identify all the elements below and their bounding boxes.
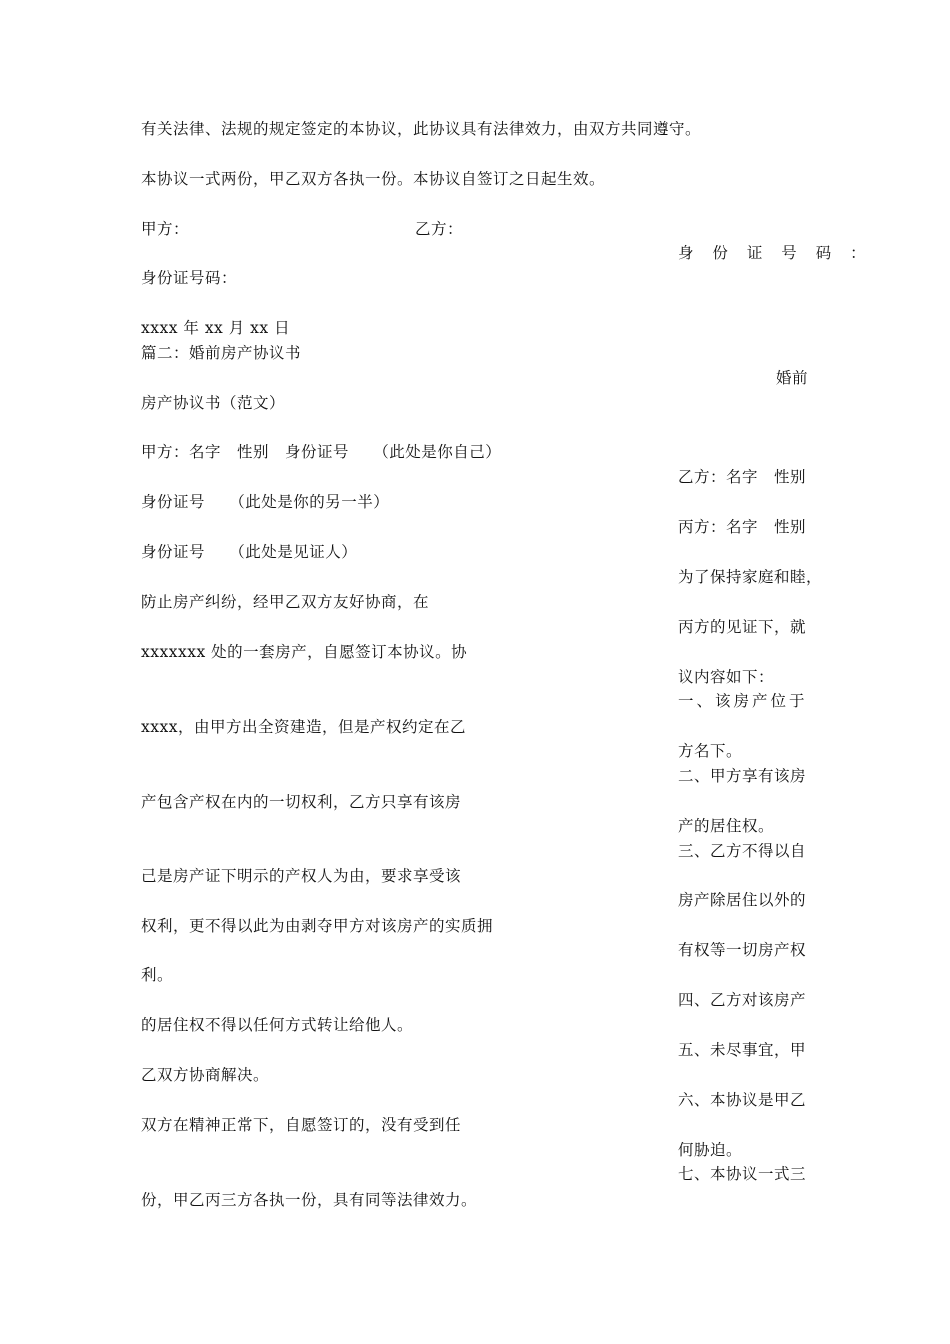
clause-3-line-6: 利。 — [141, 966, 174, 984]
party-b-signature-label: 乙方： — [415, 220, 464, 238]
clause-3-line-1: 三、乙方不得以自 — [678, 842, 807, 860]
id-number-label-right: 身 份 证 号 码 ： — [678, 244, 873, 262]
party-c-info: 丙方：名字 性别 — [678, 518, 807, 536]
clause-3-line-2: 己是房产证下明示的产权人为由，要求享受该 — [141, 867, 462, 885]
title-fragment-right: 婚前 — [776, 369, 809, 387]
clause-5-line-2: 乙双方协商解决。 — [141, 1066, 270, 1084]
date-line: xxxx 年 xx 月 xx 日 — [141, 319, 291, 337]
preamble-line-2: 防止房产纠纷，经甲乙双方友好协商，在 — [141, 593, 430, 611]
preamble-line-4: xxxxxxx 处的一套房产，自愿签订本协议。协 — [141, 643, 468, 661]
clause-6-line-3: 何胁迫。 — [678, 1141, 743, 1159]
section-two-title: 篇二：婚前房产协议书 — [141, 344, 302, 362]
party-b-id-line: 身份证号 （此处是你的另一半） — [141, 493, 390, 511]
preamble-line-1: 为了保持家庭和睦， — [678, 568, 823, 586]
clause-2-line-1: 二、甲方享有该房 — [678, 767, 807, 785]
agreement-copies-line: 本协议一式两份，甲乙双方各执一份。本协议自签订之日起生效。 — [141, 170, 606, 188]
clause-2-line-2: 产包含产权在内的一切权利，乙方只享有该房 — [141, 793, 462, 811]
clause-7-line-1: 七、本协议一式三 — [678, 1165, 807, 1183]
clause-3-line-3: 房产除居住以外的 — [678, 891, 807, 909]
clause-1-line-3: 方名下。 — [678, 742, 743, 760]
clause-1-line-1: 一、该房产位于 — [678, 692, 808, 710]
clause-6-line-2: 双方在精神正常下，自愿签订的，没有受到任 — [141, 1116, 462, 1134]
party-a-signature-label: 甲方： — [141, 220, 190, 238]
clause-7-line-2: 份，甲乙丙三方各执一份，具有同等法律效力。 — [141, 1191, 478, 1209]
clause-4-line-1: 四、乙方对该房产 — [678, 991, 807, 1009]
party-a-info: 甲方：名字 性别 身份证号 （此处是你自己） — [141, 443, 502, 461]
agreement-legal-effect-line: 有关法律、法规的规定签定的本协议，此协议具有法律效力，由双方共同遵守。 — [141, 120, 702, 138]
clause-5-line-1: 五、未尽事宜，甲 — [678, 1041, 807, 1059]
party-c-id-line: 身份证号 （此处是见证人） — [141, 543, 358, 561]
document-title: 房产协议书（范文） — [141, 394, 286, 412]
id-number-label: 身份证号码： — [141, 269, 238, 287]
clause-3-line-5: 有权等一切房产权 — [678, 941, 807, 959]
preamble-line-5: 议内容如下： — [678, 668, 775, 686]
clause-4-line-2: 的居住权不得以任何方式转让给他人。 — [141, 1016, 414, 1034]
clause-1-line-2: xxxx，由甲方出全资建造，但是产权约定在乙 — [141, 718, 466, 736]
clause-3-line-4: 权利，更不得以此为由剥夺甲方对该房产的实质拥 — [141, 917, 494, 935]
preamble-line-3: 丙方的见证下，就 — [678, 618, 807, 636]
clause-6-line-1: 六、本协议是甲乙 — [678, 1091, 807, 1109]
party-b-info: 乙方：名字 性别 — [678, 468, 807, 486]
clause-2-line-3: 产的居住权。 — [678, 817, 775, 835]
